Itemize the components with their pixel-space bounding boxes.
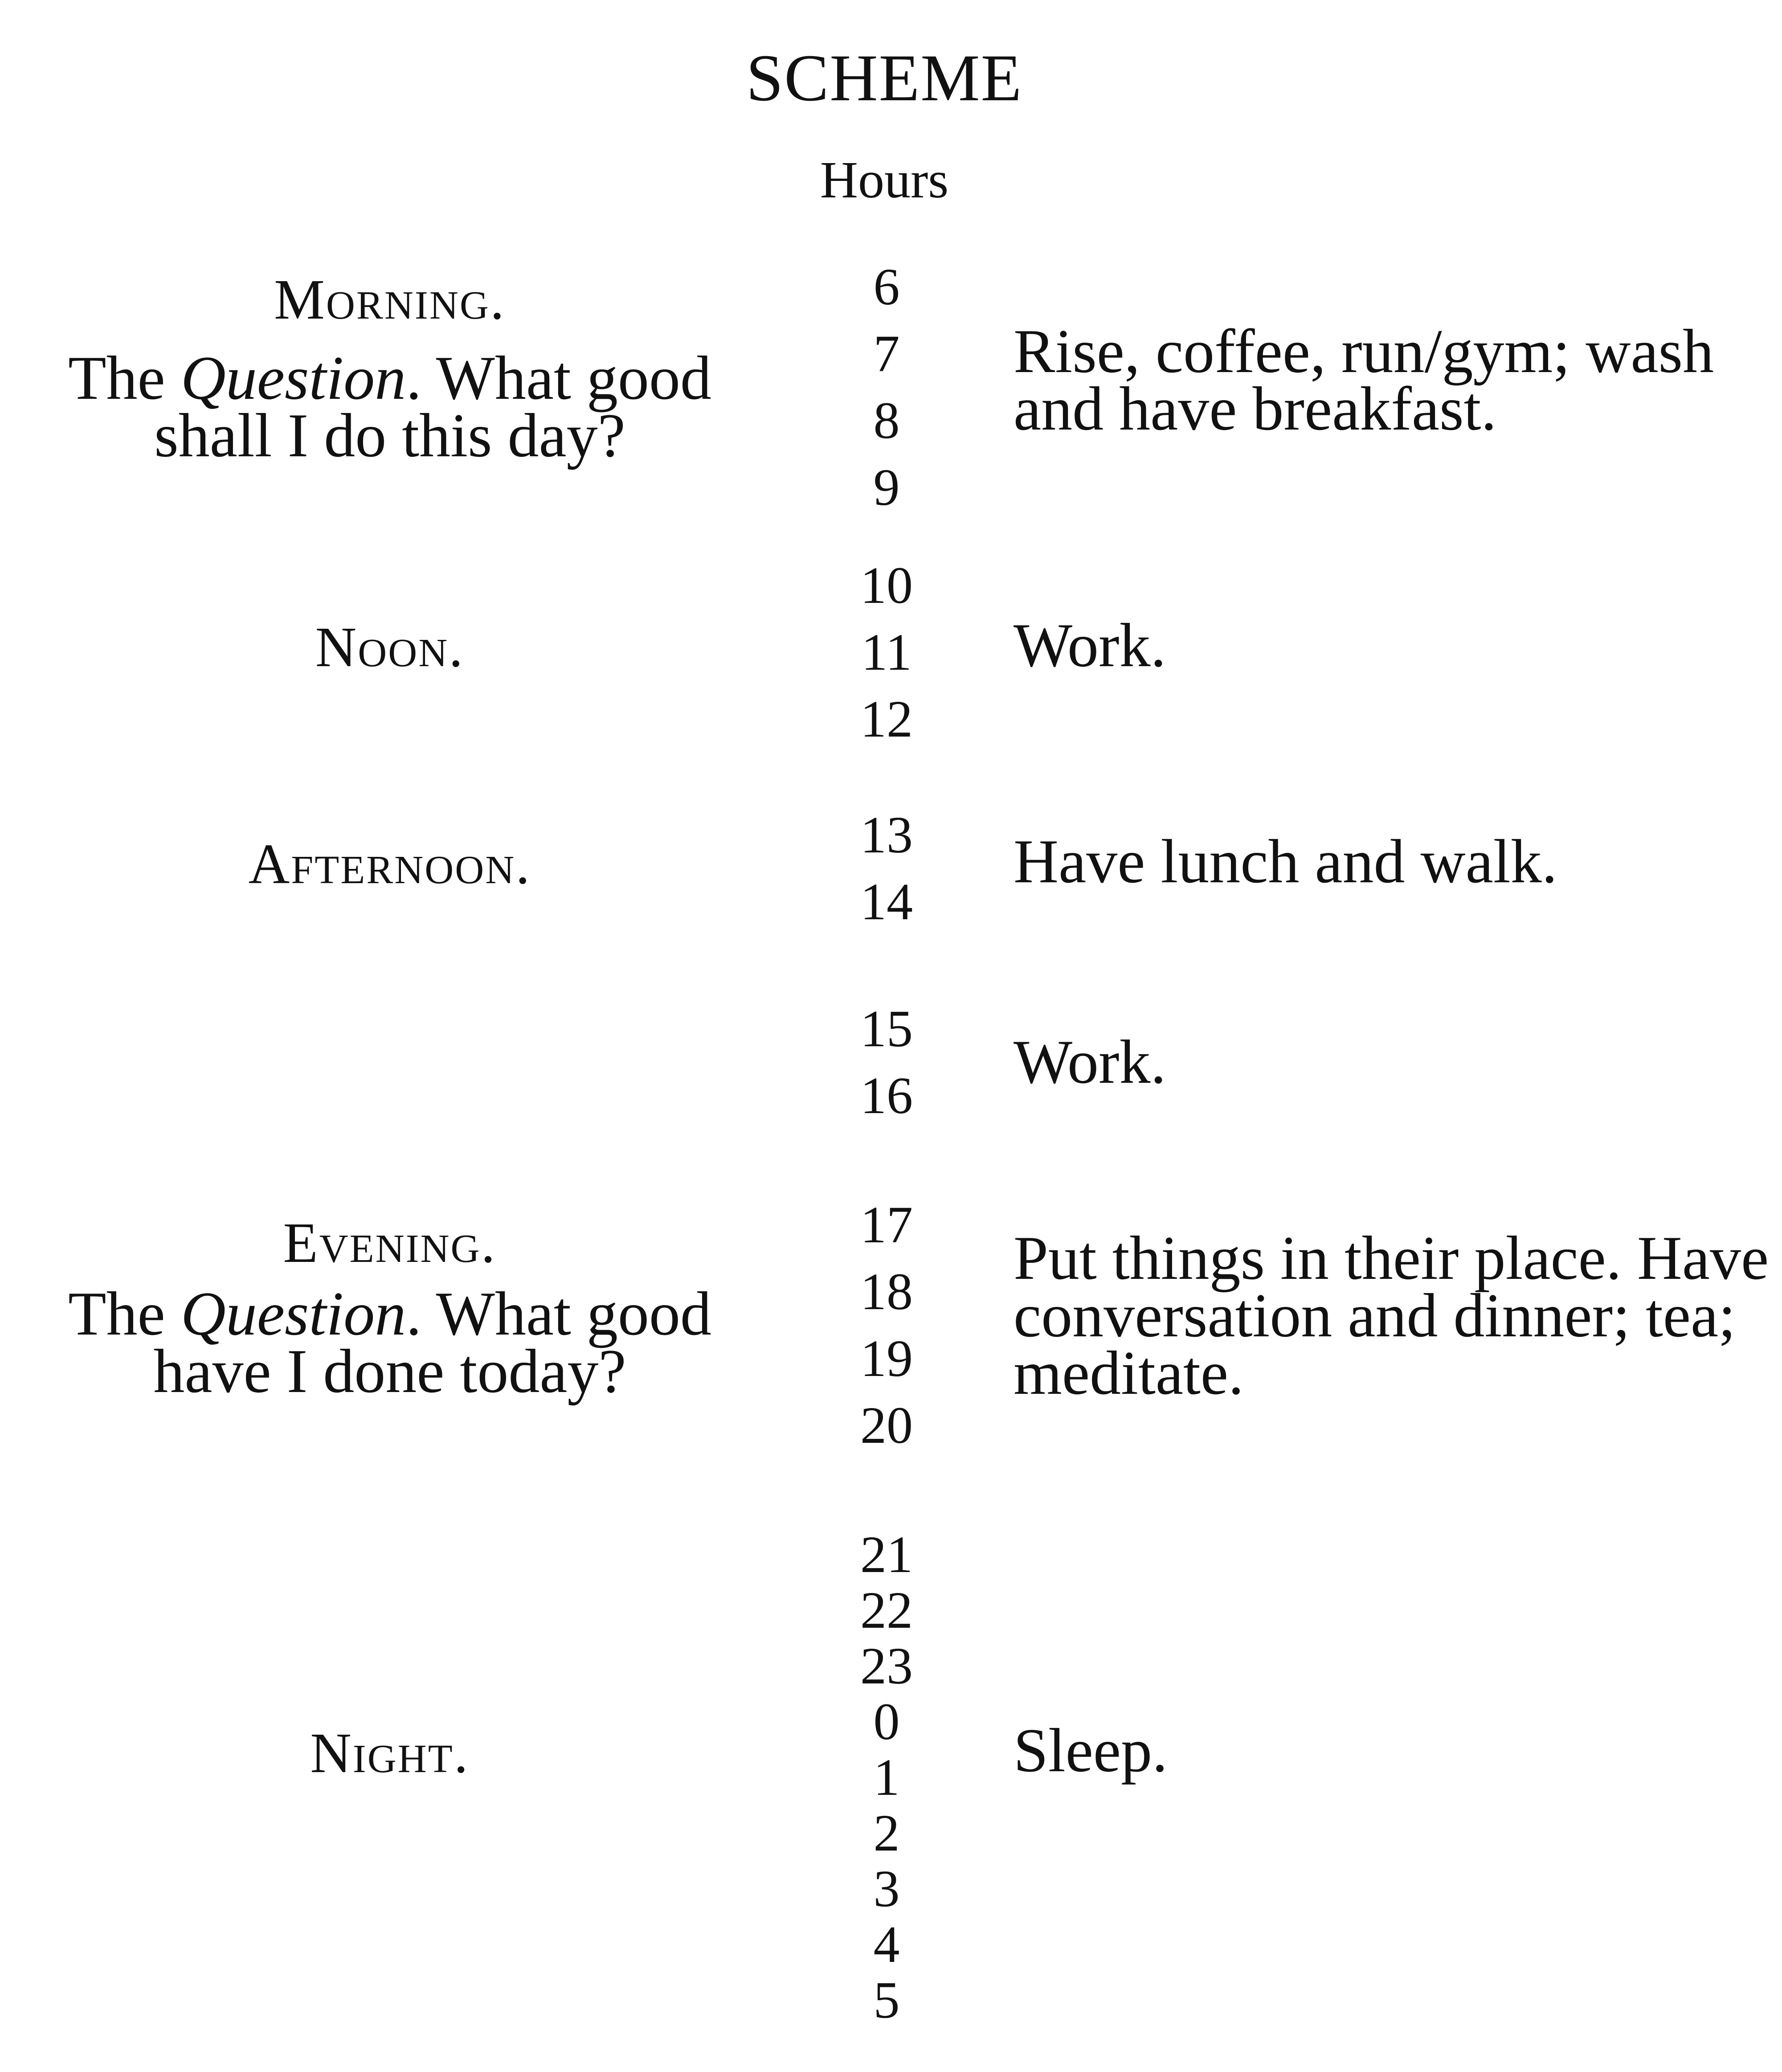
question-word: Question — [180, 344, 406, 413]
hour-label: 19 — [860, 1329, 913, 1388]
hour-label: 23 — [860, 1637, 913, 1695]
hour-label: 15 — [860, 999, 913, 1058]
question-text: . What good shall I do this day? — [154, 344, 711, 470]
period-afternoon: Afternoon. — [248, 832, 531, 896]
hour-label: 1 — [873, 1748, 900, 1806]
period-noon: Noon. — [315, 615, 465, 679]
evening-question — [45, 1279, 735, 1406]
hour-label: 0 — [873, 1692, 900, 1751]
hour-label: 3 — [873, 1859, 900, 1918]
hour-label: 2 — [873, 1804, 900, 1862]
activity-night: Sleep. — [1014, 1716, 1168, 1785]
hour-label: 9 — [873, 458, 900, 516]
hour-label: 8 — [873, 391, 900, 450]
activity-afternoon: Have lunch and walk. — [1014, 827, 1557, 896]
activity-noon: Work. — [1014, 611, 1166, 680]
activity-afternoon-work: Work. — [1014, 1028, 1166, 1097]
hour-label: 16 — [860, 1066, 913, 1125]
hour-label: 10 — [860, 556, 913, 614]
hour-label: 5 — [873, 1971, 900, 2029]
hour-label: 21 — [860, 1525, 913, 1584]
hour-label: 14 — [860, 872, 913, 931]
question-text: . What good have I done today? — [153, 1279, 711, 1406]
hours-column-label: Hours — [820, 151, 949, 209]
hour-label: 12 — [860, 690, 913, 748]
period-morning: Morning. — [274, 268, 506, 331]
question-word: Question — [180, 1279, 406, 1348]
activity-evening: Put things in their place. Have conversation and dinner; tea; meditate. — [1014, 1224, 1769, 1408]
morning-question — [45, 344, 735, 470]
hour-label: 17 — [860, 1196, 913, 1254]
hour-label: 20 — [860, 1396, 913, 1454]
question-prefix: The — [68, 344, 181, 413]
activity-morning: Rise, coffee, run/gym; wash and have breakfast. — [1014, 317, 1714, 443]
hour-label: 4 — [873, 1915, 900, 1974]
hour-label: 6 — [873, 258, 900, 316]
hour-label: 7 — [873, 324, 900, 383]
hour-label: 11 — [861, 623, 912, 681]
period-night: Night. — [310, 1721, 470, 1785]
period-evening: Evening. — [283, 1211, 497, 1274]
hour-label: 13 — [860, 806, 913, 864]
page-title: SCHEME — [746, 41, 1023, 115]
hour-label: 22 — [860, 1581, 913, 1639]
hour-label: 18 — [860, 1262, 913, 1321]
question-prefix: The — [68, 1279, 181, 1348]
